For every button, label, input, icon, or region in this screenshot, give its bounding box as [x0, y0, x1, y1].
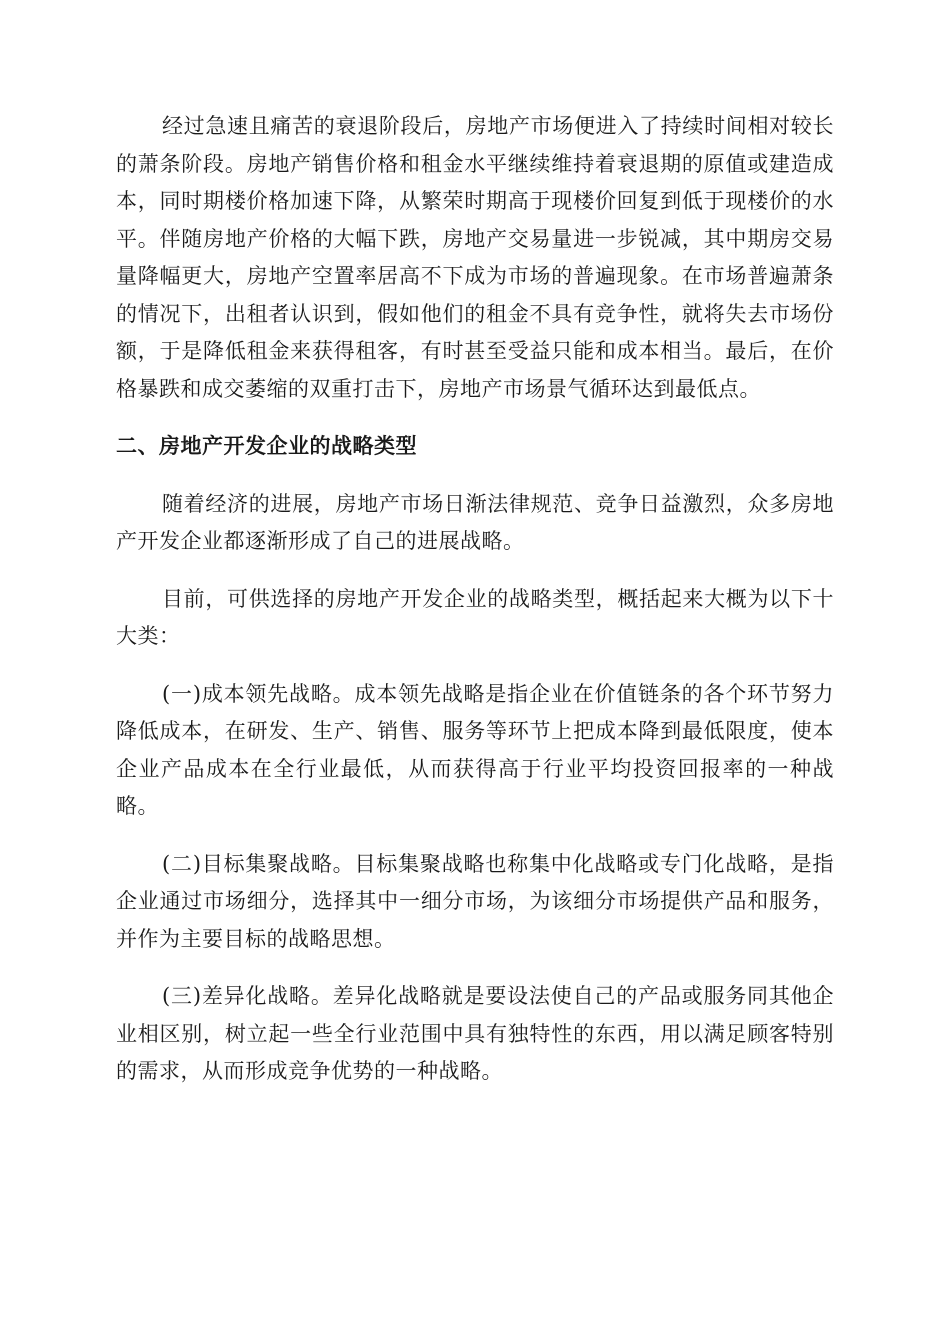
paragraph-cost-leadership: (一)成本领先战略。成本领先战略是指企业在价值链条的各个环节努力降低成本，在研发、生产、销售、服务等环节上把成本降到最低限度，使本企业产品成本在全行业最低，从而获得高于行业平均投资回报率的一种战略。: [116, 681, 834, 818]
paragraph-strategy-categories: 目前，可供选择的房地产开发企业的战略类型，概括起来大概为以下十大类：: [116, 586, 834, 648]
paragraph-market-development: 随着经济的进展，房地产市场日渐法律规范、竞争日益激烈，众多房地产开发企业都逐渐形成了自己的进展战略。: [116, 491, 834, 553]
section-heading: 二、房地产开发企业的战略类型: [116, 434, 417, 458]
paragraph-focus-strategy: (二)目标集聚战略。目标集聚战略也称集中化战略或专门化战略，是指企业通过市场细分，选择其中一细分市场，为该细分市场提供产品和服务，并作为主要目标的战略思想。: [116, 851, 834, 951]
paragraph-recession-phase: 经过急速且痛苦的衰退阶段后，房地产市场便进入了持续时间相对较长的萧条阶段。房地产销售价格和租金水平继续维持着衰退期的原值或建造成本，同时期楼价格加速下降，从繁荣时期高于现楼价回复到低于现楼价的水平。伴随房地产价格的大幅下跌，房地产交易量进一步锐减，其中期房交易量降幅更大，房地产空置率居高不下成为市场的普遍现象。在市场普遍萧条的情况下，出租者认识到，假如他们的租金不具有竞争性，就将失去市场份额，于是降低租金来获得租客，有时甚至受益只能和成本相当。最后，在价格暴跌和成交萎缩的双重打击下，房地产市场景气循环达到最低点。: [116, 114, 834, 401]
paragraph-differentiation: (三)差异化战略。差异化战略就是要设法使自己的产品或服务同其他企业相区别，树立起一些全行业范围中具有独特性的东西，用以满足顾客特别的需求，从而形成竞争优势的一种战略。: [116, 984, 834, 1083]
document-page: [116, 108, 834, 1091]
